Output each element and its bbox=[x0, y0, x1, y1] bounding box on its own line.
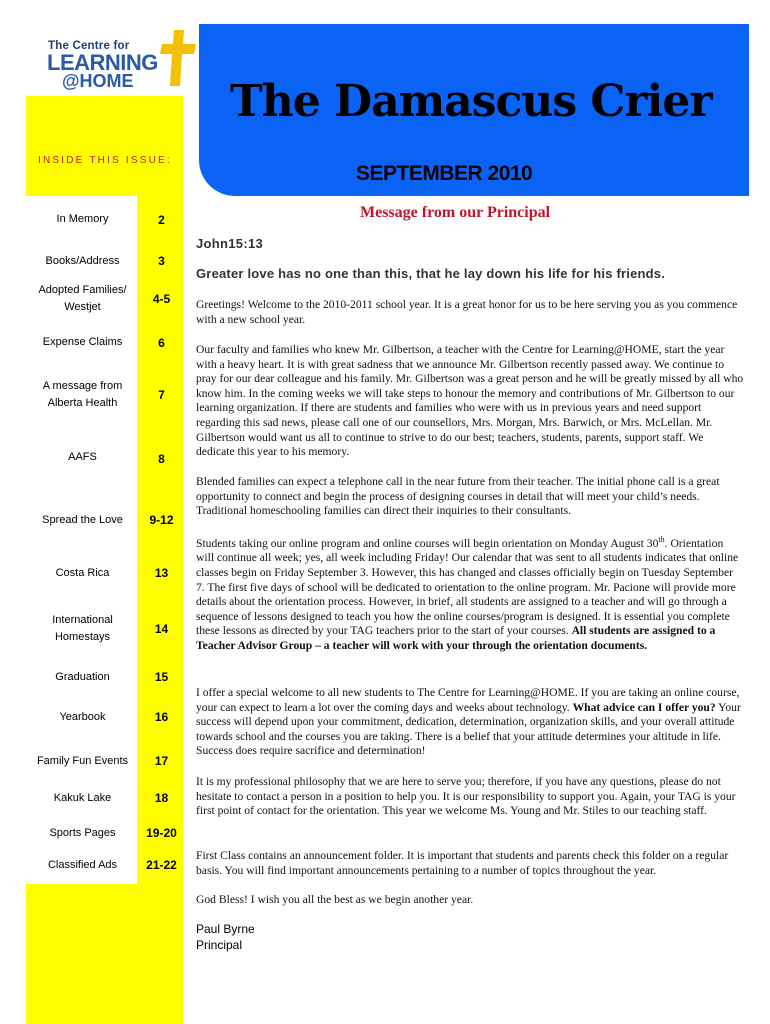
toc-item-page: 16 bbox=[154, 710, 169, 724]
toc-item-name: A message from Alberta Health bbox=[42, 380, 123, 409]
centre-logo bbox=[44, 30, 194, 92]
orientation-text-a: Students taking our online program and online courses will begin orientation on Monday August 30 bbox=[196, 536, 659, 550]
logo-main-text: LEARNING bbox=[47, 50, 158, 75]
toc-item-name: In Memory bbox=[56, 213, 109, 225]
paragraph-orientation bbox=[196, 533, 744, 654]
toc-item-page: 8 bbox=[158, 452, 165, 466]
newsletter-title: The Damascus Crier bbox=[230, 76, 712, 127]
orientation-superscript: th bbox=[658, 535, 665, 544]
orientation-text-b: . Orientation will continue all week; yes, all week including Friday! Our calendar that was sent to all students indicates that online classes begin on Friday September 3. However, this has changed and classes officially begin on Tuesday September 7. The first five days of school will be dedicated to orientation to the online program. Mr. Pacione will provide more details about the orientation process. However, in brief, all students are assigned to a teacher and will go through a sequence of lessons designed to teach you how the online courses/program is designed. It is essential you complete these lessons as directed by your TAG teachers prior to the start of your courses. bbox=[196, 536, 739, 638]
toc-item-name: Kakuk Lake bbox=[53, 792, 112, 804]
toc-item-page: 18 bbox=[154, 791, 169, 805]
paragraph-first-class: First Class contains an announcement folder. It is important that students and parents check this folder on a regular basis. You will find important announcements pertaining to a number of topics throughout the year. bbox=[196, 849, 729, 877]
paragraph-philosophy: It is my professional philosophy that we are here to serve you; therefore, if you have any questions, please do not hesitate to contact a person in a position to help you. It is our responsibility to support you. Again, your TAG is your first point of contact for the orientation. This year we welcome Ms. Young and Mr. Stiles to our teaching staff. bbox=[196, 775, 736, 818]
toc-item-name: Classified Ads bbox=[47, 859, 118, 871]
newsletter-date: SEPTEMBER 2010 bbox=[356, 162, 533, 185]
toc-item-name: Books/Address bbox=[45, 255, 120, 267]
toc-item-name: AAFS bbox=[68, 451, 97, 463]
toc-item-page: 17 bbox=[154, 754, 169, 768]
toc-item-page: 4-5 bbox=[152, 292, 171, 306]
toc-item-page: 3 bbox=[158, 254, 165, 268]
toc-item-name: Costa Rica bbox=[55, 567, 110, 579]
welcome-text-b: Your success will depend upon your commitment, dedication, determination, organization skills, and your overall attitude towards school and the courses you are taking. There is a belief that your attitude determines your altitude in life. Success does require sacrifice and determination! bbox=[196, 700, 741, 758]
toc-item-page: 6 bbox=[158, 336, 165, 350]
toc-item-name: Family Fun Events bbox=[36, 755, 129, 767]
toc-item-page: 2 bbox=[158, 213, 165, 227]
toc-item-page: 13 bbox=[154, 566, 169, 580]
toc-item-page: 7 bbox=[158, 388, 165, 402]
welcome-text-a: I offer a special welcome to all new students to The Centre for Learning@HOME. If you are taking an online course, your can expect to learn a lot over the coming days and weeks about technology. bbox=[196, 686, 740, 714]
toc-item-page: 9-12 bbox=[149, 513, 174, 527]
toc-item-name: Expense Claims bbox=[42, 336, 123, 348]
cross-logo-icon bbox=[156, 30, 196, 86]
toc-item-name: International Homestays bbox=[52, 614, 113, 643]
toc-item-name: Sports Pages bbox=[49, 827, 116, 839]
toc-item-name: Yearbook bbox=[59, 711, 106, 723]
paragraph-blended-families: Blended families can expect a telephone call in the near future from their teacher. The initial phone call is a great opportunity to connect and begin the process of designing courses in detail that will meet your child’s needs. Traditional homeschooling families can direct their inquiries to their consultants. bbox=[196, 475, 720, 518]
toc-item-page: 21-22 bbox=[146, 858, 177, 872]
verse-reference: John15:13 bbox=[196, 236, 264, 251]
article-heading: Message from our Principal bbox=[360, 204, 551, 221]
verse-text: Greater love has no one than this, that he lay down his life for his friends. bbox=[196, 266, 666, 281]
signature-name: Paul Byrne bbox=[196, 922, 255, 936]
inside-this-issue-label: INSIDE THIS ISSUE: bbox=[38, 155, 172, 166]
paragraph-closing: God Bless! I wish you all the best as we begin another year. bbox=[196, 893, 474, 906]
toc-item-page: 15 bbox=[154, 670, 169, 684]
toc-item-name: Graduation bbox=[55, 671, 110, 683]
toc-item-page: 19-20 bbox=[146, 826, 177, 840]
logo-sub-text: @HOME bbox=[62, 71, 134, 91]
paragraph-memorial: Our faculty and families who knew Mr. Gilbertson, a teacher with the Centre for Learning@HOME, start the year with a heavy heart. It is with great sadness that we announce Mr. Gilbertson recently passed away. We continue to pray for our dear colleague and his family. Mr. Gilbertson was a great person and he will be greatly missed by all who know him. In the coming weeks we will take steps to honour the memory and contributions of Mr. Gilbertson to our learning organization. If there are students and families who were with us in previous years and need support regarding this sad news, please call one of our counsellors, Mrs. Morgan, Mrs. Barwich, or Mrs. McLellan. Mr. Gilbertson would want us all to continue to strive to do our best; teachers, students, parents, support staff. We dedicate this year to his memory. bbox=[196, 343, 744, 459]
welcome-bold-text: What advice can I offer you? bbox=[572, 700, 716, 714]
toc-item-page: 14 bbox=[154, 622, 169, 636]
logo-top-text: The Centre for bbox=[48, 40, 130, 52]
paragraph-greeting: Greetings! Welcome to the 2010-2011 school year. It is a great honor for us to be here serving you as you commence with a new school year. bbox=[196, 298, 738, 326]
toc-item-name: Spread the Love bbox=[42, 514, 123, 526]
signature-title: Principal bbox=[196, 938, 243, 952]
paragraph-welcome bbox=[196, 686, 744, 759]
toc-item-name: Adopted Families/ Westjet bbox=[38, 284, 127, 313]
orientation-bold-text: All students are assigned to a Teacher Advisor Group – a teacher will work with your through the orientation documents. bbox=[196, 624, 716, 653]
